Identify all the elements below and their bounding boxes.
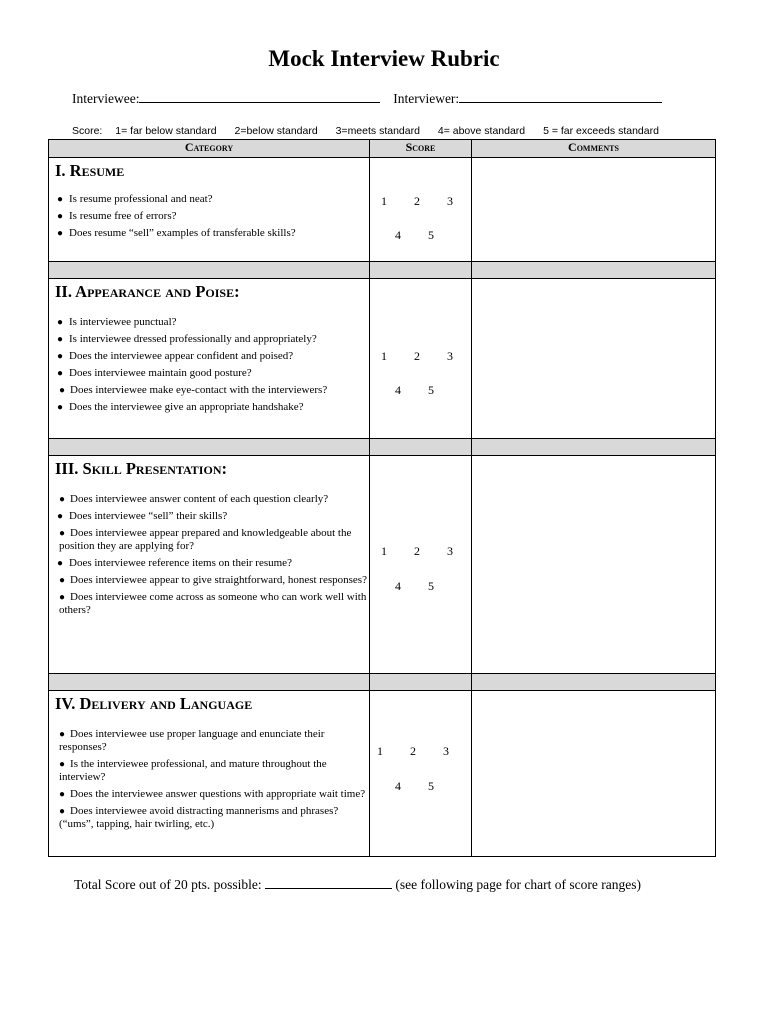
score-option[interactable]: 3 bbox=[447, 194, 453, 208]
score-option[interactable]: 3 bbox=[447, 349, 453, 363]
score-option[interactable]: 3 bbox=[443, 744, 449, 758]
score-option[interactable]: 4 bbox=[395, 579, 401, 593]
header-category: Category bbox=[49, 140, 370, 158]
score-legend bbox=[72, 125, 674, 137]
question-list bbox=[49, 493, 369, 617]
score-legend-level: 4= above standard bbox=[437, 125, 526, 137]
section-divider bbox=[49, 674, 716, 691]
question-item: ● Does interviewee “sell” their skills? bbox=[57, 510, 228, 522]
section-row-appearance bbox=[49, 279, 716, 439]
question-list bbox=[49, 728, 369, 831]
score-option[interactable]: 1 bbox=[381, 349, 387, 363]
question-item: ● Does the interviewee give an appropriate handshake? bbox=[57, 401, 304, 413]
question-item: ● Does the interviewee appear confident and poised? bbox=[57, 350, 294, 362]
interviewer-blank[interactable] bbox=[459, 91, 662, 103]
question-item: ● Does interviewee reference items on their resume? bbox=[57, 557, 292, 569]
section-title: III. Skill Presentation: bbox=[55, 459, 227, 478]
score-legend-label: Score: bbox=[72, 125, 103, 137]
interviewee-label: Interviewee: bbox=[72, 91, 140, 106]
name-fields bbox=[72, 91, 662, 107]
header-comments: Comments bbox=[472, 140, 716, 158]
score-option[interactable]: 2 bbox=[414, 349, 420, 363]
question-item: ● Does interviewee come across as someone who can work well with others? bbox=[59, 591, 367, 616]
question-item: ● Does interviewee appear to give straightforward, honest responses? bbox=[59, 574, 367, 586]
score-option[interactable]: 4 bbox=[395, 383, 401, 397]
score-legend-level: 3=meets standard bbox=[335, 125, 420, 137]
score-option[interactable]: 2 bbox=[414, 194, 420, 208]
score-cell[interactable] bbox=[370, 158, 472, 262]
question-item: ● Does interviewee use proper language and enunciate their responses? bbox=[59, 728, 325, 753]
score-option[interactable]: 1 bbox=[381, 194, 387, 208]
score-option[interactable]: 1 bbox=[381, 544, 387, 558]
score-legend-level: 1= far below standard bbox=[115, 125, 217, 137]
header-score: Score bbox=[370, 140, 472, 158]
question-item: ● Is interviewee punctual? bbox=[57, 316, 177, 328]
question-list bbox=[49, 316, 369, 414]
total-score-label: Total Score out of 20 pts. possible: bbox=[74, 877, 262, 892]
section-title: IV. Delivery and Language bbox=[55, 694, 253, 713]
question-item: ● Does resume “sell” examples of transferable skills? bbox=[57, 227, 296, 239]
comments-cell[interactable] bbox=[472, 279, 716, 439]
question-item: ● Does interviewee answer content of each question clearly? bbox=[59, 493, 329, 505]
question-item: ● Does interviewee make eye-contact with the interviewers? bbox=[59, 384, 328, 396]
section-row-delivery bbox=[49, 691, 716, 857]
score-option[interactable]: 5 bbox=[428, 383, 434, 397]
question-item: ● Does the interviewee answer questions with appropriate wait time? bbox=[59, 788, 366, 800]
section-row-skill-presentation bbox=[49, 456, 716, 674]
question-item: ● Is resume free of errors? bbox=[57, 210, 177, 222]
question-item: ● Is interviewee dressed professionally and appropriately? bbox=[57, 333, 317, 345]
question-item: ● Is the interviewee professional, and mature throughout the interview? bbox=[59, 758, 327, 783]
score-cell[interactable] bbox=[370, 691, 472, 857]
question-list bbox=[49, 193, 369, 240]
score-option[interactable]: 4 bbox=[395, 228, 401, 242]
score-option[interactable]: 5 bbox=[428, 579, 434, 593]
score-option[interactable]: 4 bbox=[395, 779, 401, 793]
score-cell[interactable] bbox=[370, 279, 472, 439]
score-legend-level: 2=below standard bbox=[234, 125, 318, 137]
section-title: II. Appearance and Poise: bbox=[55, 282, 240, 301]
page-title: Mock Interview Rubric bbox=[268, 46, 500, 71]
comments-cell[interactable] bbox=[472, 691, 716, 857]
score-option[interactable]: 5 bbox=[428, 228, 434, 242]
rubric-table bbox=[48, 139, 716, 857]
table-header-row bbox=[49, 140, 716, 158]
total-score-line bbox=[74, 877, 641, 893]
section-divider bbox=[49, 439, 716, 456]
interviewee-blank[interactable] bbox=[139, 91, 380, 103]
interviewer-label: Interviewer: bbox=[393, 91, 460, 106]
score-ranges-note: (see following page for chart of score ranges) bbox=[395, 877, 641, 892]
score-legend-level: 5 = far exceeds standard bbox=[543, 125, 659, 137]
section-title: I. Resume bbox=[55, 161, 125, 180]
score-option[interactable]: 2 bbox=[414, 544, 420, 558]
score-option[interactable]: 2 bbox=[410, 744, 416, 758]
total-score-blank[interactable] bbox=[265, 877, 392, 889]
question-item: ● Is resume professional and neat? bbox=[57, 193, 213, 205]
score-option[interactable]: 5 bbox=[428, 779, 434, 793]
section-divider bbox=[49, 262, 716, 279]
section-row-resume bbox=[49, 158, 716, 262]
score-option[interactable]: 3 bbox=[447, 544, 453, 558]
question-item: ● Does interviewee maintain good posture? bbox=[57, 367, 252, 379]
score-option[interactable]: 1 bbox=[377, 744, 383, 758]
score-cell[interactable] bbox=[370, 456, 472, 674]
question-item: ● Does interviewee avoid distracting mannerisms and phrases? (“ums”, tapping, hair twirling, etc.) bbox=[59, 805, 339, 830]
comments-cell[interactable] bbox=[472, 158, 716, 262]
comments-cell[interactable] bbox=[472, 456, 716, 674]
question-item: ● Does interviewee appear prepared and knowledgeable about the position they are applying for? bbox=[59, 527, 352, 552]
